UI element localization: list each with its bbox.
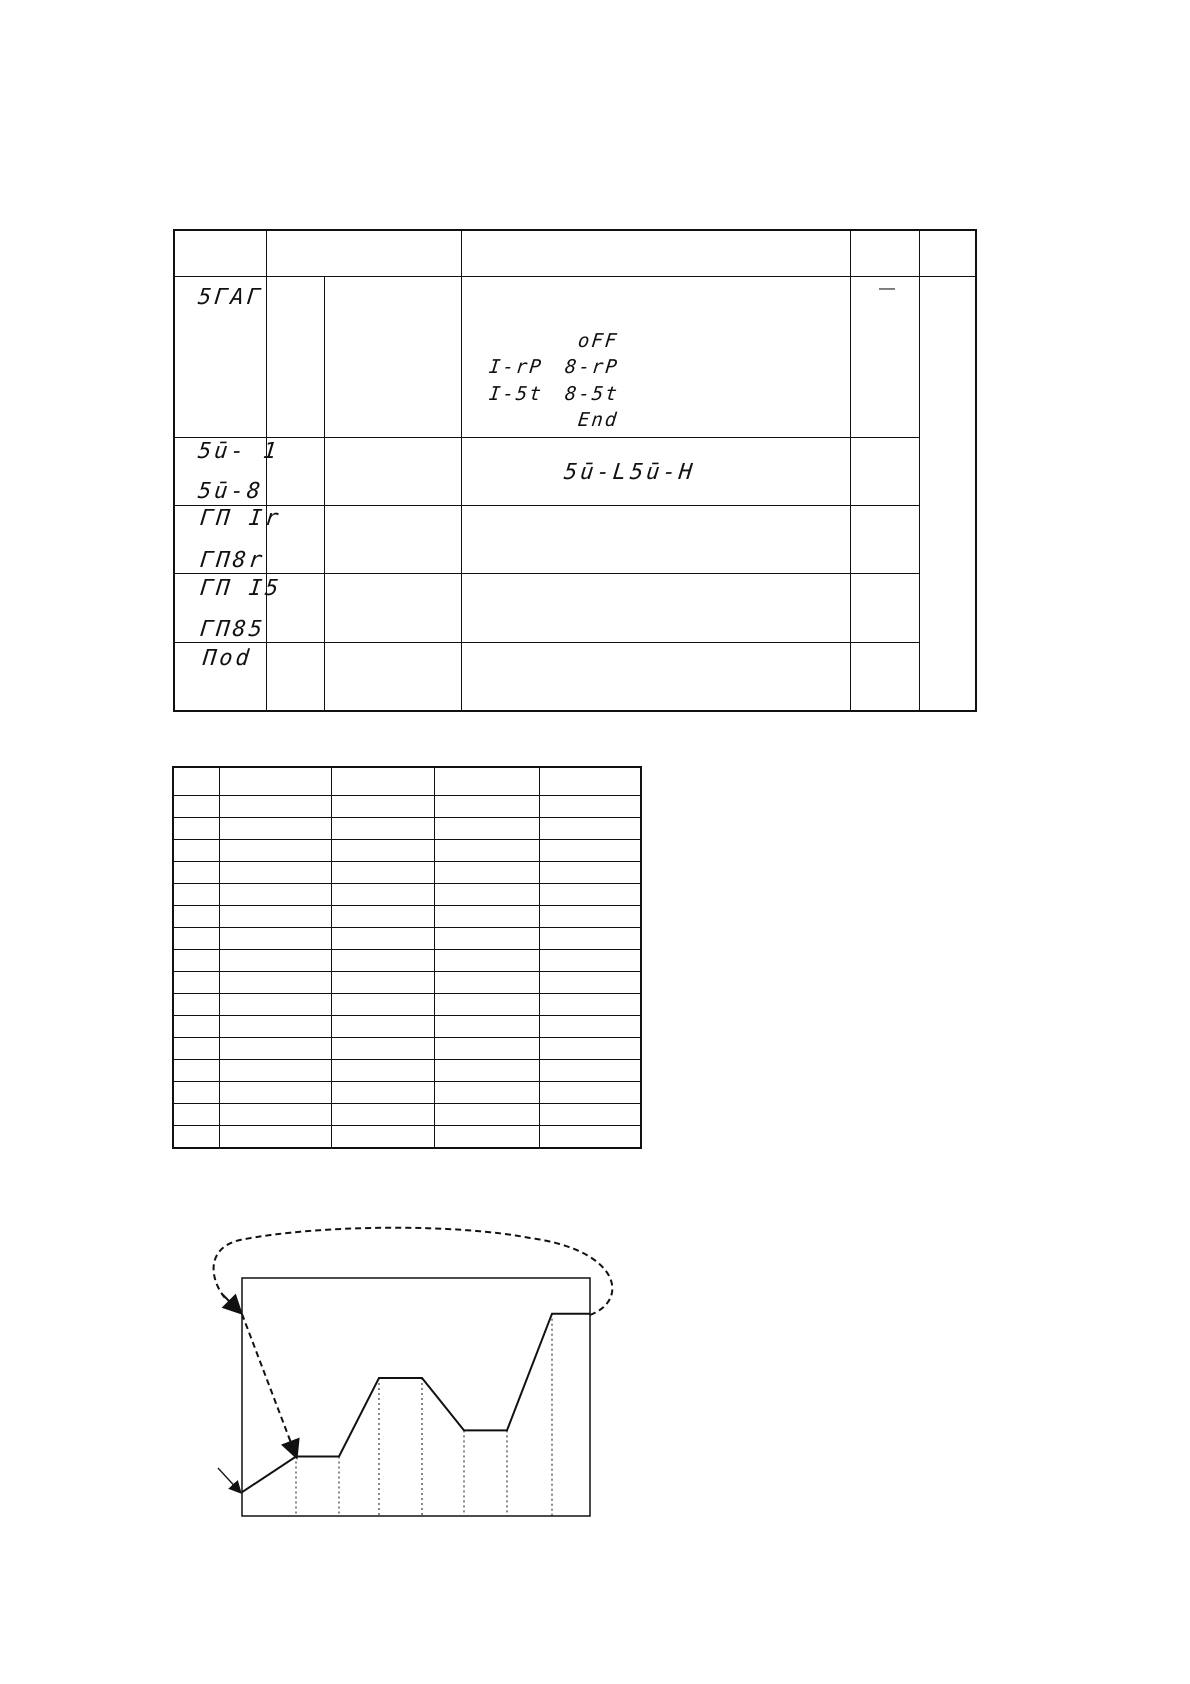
program-table-cell <box>220 817 332 839</box>
program-table-cell <box>435 927 540 949</box>
program-table-cell <box>331 927 435 949</box>
program-table-cell <box>173 1103 220 1125</box>
program-table-cell <box>220 1125 332 1148</box>
program-table-cell <box>220 861 332 883</box>
diagram-frame <box>242 1278 590 1516</box>
program-table-cell <box>435 993 540 1015</box>
program-table-cell <box>539 905 641 927</box>
loop-return-curve <box>214 1228 613 1315</box>
program-table-cell <box>539 1015 641 1037</box>
program-table-cell <box>220 1015 332 1037</box>
header-note-cell <box>919 230 976 276</box>
program-table-cell <box>220 795 332 817</box>
program-table-cell <box>173 949 220 971</box>
program-table-row <box>173 861 641 883</box>
program-table-cell <box>435 1015 540 1037</box>
header-name-cell <box>267 230 462 276</box>
program-table-cell <box>435 949 540 971</box>
program-table-cell <box>435 795 540 817</box>
program-table-cell <box>435 1037 540 1059</box>
program-table-cell <box>220 1081 332 1103</box>
program-profile-diagram <box>200 1220 620 1540</box>
program-table-row <box>173 993 641 1015</box>
program-table-cell <box>331 839 435 861</box>
program-table-row <box>173 817 641 839</box>
program-table-cell <box>435 817 540 839</box>
su-range-low: 5ū-L <box>562 460 631 485</box>
program-table-cell <box>539 839 641 861</box>
program-table-cell <box>173 839 220 861</box>
program-table-cell <box>539 795 641 817</box>
program-table-cell <box>435 1059 540 1081</box>
program-table-cell <box>331 1059 435 1081</box>
code-start: 5ΓAΓ <box>196 285 265 310</box>
program-table-cell <box>220 767 332 795</box>
program-table-cell <box>220 883 332 905</box>
program-table-cell <box>435 1081 540 1103</box>
code-su-first: 5ū- 1 <box>196 439 281 464</box>
header-default-cell <box>850 230 919 276</box>
program-table-cell <box>173 1059 220 1081</box>
program-table-cell <box>435 839 540 861</box>
program-table-cell <box>331 905 435 927</box>
program-table-cell <box>173 883 220 905</box>
program-table-cell <box>331 861 435 883</box>
program-table-cell <box>173 817 220 839</box>
program-table-cell <box>173 1037 220 1059</box>
program-table-cell <box>539 883 641 905</box>
program-table <box>172 766 642 1149</box>
program-table-cell <box>539 971 641 993</box>
program-table-cell <box>220 971 332 993</box>
program-table-cell <box>331 993 435 1015</box>
program-table-cell <box>331 795 435 817</box>
program-table-cell <box>331 949 435 971</box>
code-mode: Πod <box>201 646 254 671</box>
program-table-row <box>173 1037 641 1059</box>
program-table-cell <box>220 1059 332 1081</box>
code-tm-ramp-last: ΓΠ8r <box>198 548 267 573</box>
program-table-cell <box>539 1059 641 1081</box>
header-description-cell <box>461 230 850 276</box>
loop-arrow-top <box>222 1294 240 1312</box>
row-start-default <box>850 276 919 437</box>
start-default-value: — <box>879 280 895 297</box>
program-table-row <box>173 1103 641 1125</box>
program-table-row <box>173 795 641 817</box>
program-table-row <box>173 1059 641 1081</box>
row-tm-soak-description <box>461 573 850 642</box>
program-table-cell <box>173 927 220 949</box>
program-table-cell <box>173 1015 220 1037</box>
program-table-header-row <box>173 767 641 795</box>
start-option-off: oFF <box>576 330 620 352</box>
program-table-cell <box>173 767 220 795</box>
program-table-row <box>173 883 641 905</box>
program-table-cell <box>539 1037 641 1059</box>
row-tm-ramp-description <box>461 505 850 573</box>
program-table-row <box>173 1081 641 1103</box>
program-table-row <box>173 905 641 927</box>
program-table-cell <box>435 905 540 927</box>
program-table-cell <box>435 971 540 993</box>
program-table-cell <box>539 861 641 883</box>
program-table-row <box>173 949 641 971</box>
start-option-end: End <box>576 409 620 431</box>
program-table-row <box>173 927 641 949</box>
code-su-last: 5ū-8 <box>196 479 265 504</box>
program-table-row <box>173 971 641 993</box>
start-option-st-first: I-5t <box>487 383 544 405</box>
program-table-cell <box>173 1081 220 1103</box>
program-table-row <box>173 1125 641 1148</box>
program-table-cell <box>539 1103 641 1125</box>
program-table-cell <box>539 1081 641 1103</box>
program-table-cell <box>331 1015 435 1037</box>
program-table-cell <box>435 1125 540 1148</box>
program-table-cell <box>331 1081 435 1103</box>
program-table-cell <box>220 993 332 1015</box>
row-mode-description <box>461 642 850 711</box>
program-table-cell <box>435 1103 540 1125</box>
program-table-cell <box>220 839 332 861</box>
program-table-cell <box>539 817 641 839</box>
program-table-cell <box>220 927 332 949</box>
program-table-cell <box>173 795 220 817</box>
program-table-cell <box>539 1125 641 1148</box>
program-table-cell <box>331 1125 435 1148</box>
program-table-cell <box>435 861 540 883</box>
start-option-st-last: 8-5t <box>563 383 620 405</box>
program-table-cell <box>539 993 641 1015</box>
start-point-arrow <box>218 1468 240 1492</box>
program-table-cell <box>435 767 540 795</box>
program-table-cell <box>331 1103 435 1125</box>
program-table-cell <box>220 1037 332 1059</box>
program-table-row <box>173 1015 641 1037</box>
program-table-cell <box>331 883 435 905</box>
code-tm-ramp-first: ΓΠ Ir <box>198 506 283 531</box>
program-table-cell <box>539 767 641 795</box>
program-table-cell <box>220 905 332 927</box>
code-tm-soak-first: ΓΠ I5 <box>198 576 283 601</box>
profile-line <box>242 1314 590 1493</box>
program-table-cell <box>331 817 435 839</box>
program-table-cell <box>539 927 641 949</box>
note-column <box>919 276 976 711</box>
program-table-cell <box>331 1037 435 1059</box>
header-code-cell <box>174 230 267 276</box>
program-table-cell <box>331 971 435 993</box>
program-table-cell <box>173 905 220 927</box>
program-table-cell <box>173 861 220 883</box>
program-table-cell <box>220 1103 332 1125</box>
program-table-cell <box>173 971 220 993</box>
code-tm-soak-last: ΓΠ85 <box>198 617 267 642</box>
program-table-row <box>173 839 641 861</box>
su-range-high: 5ū-H <box>628 460 697 485</box>
program-table-cell <box>173 993 220 1015</box>
program-table-cell <box>220 949 332 971</box>
program-table-cell <box>539 949 641 971</box>
start-option-rp-last: 8-rP <box>563 356 620 378</box>
program-table-cell <box>173 1125 220 1148</box>
loop-return-arrow <box>242 1314 296 1456</box>
program-table-cell <box>331 767 435 795</box>
program-table-cell <box>435 883 540 905</box>
start-option-rp-first: I-rP <box>487 356 544 378</box>
